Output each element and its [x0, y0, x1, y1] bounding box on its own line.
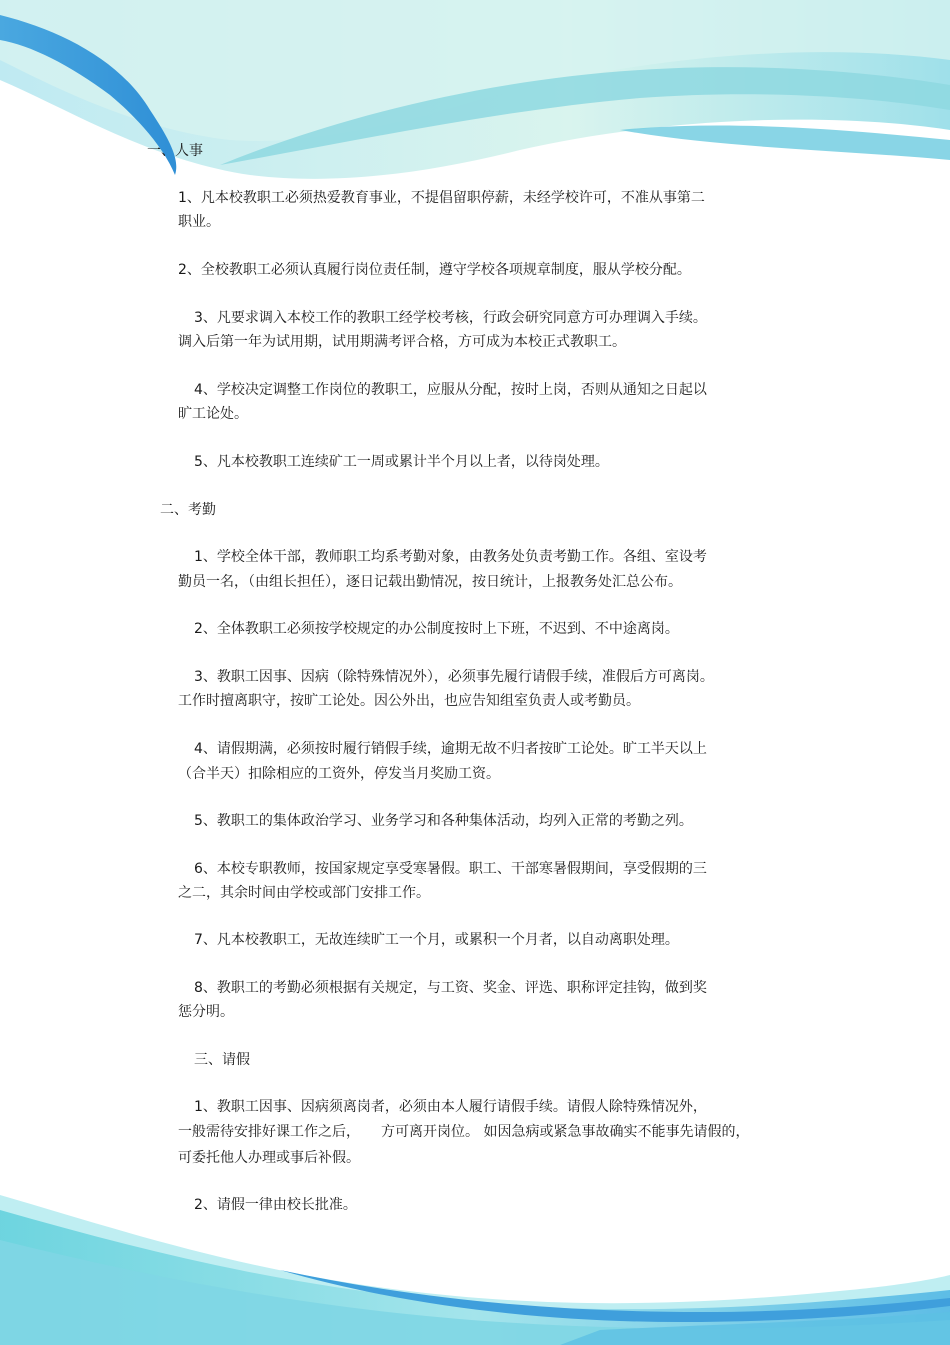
paragraph-line: 1、学校全体干部，教师职工均系考勤对象，由教务处负责考勤工作。各组、室设考: [194, 549, 707, 565]
paragraph-line: 之二，其余时间由学校或部门安排工作。: [178, 885, 430, 901]
paragraph-line: 调入后第一年为试用期，试用期满考评合格，方可成为本校正式教职工。: [178, 334, 626, 350]
paragraph-line: 5、教职工的集体政治学习、业务学习和各种集体活动，均列入正常的考勤之列。: [194, 813, 693, 829]
paragraph-line: 8、教职工的考勤必须根据有关规定，与工资、奖金、评选、职称评定挂钩，做到奖: [194, 980, 707, 996]
paragraph-line: 2、全校教职工必须认真履行岗位责任制，遵守学校各项规章制度，服从学校分配。: [178, 262, 691, 278]
section-heading-personnel: 一、人事: [147, 143, 203, 159]
paragraph-line: 旷工论处。: [178, 406, 248, 422]
paragraph-line: 一般需待安排好课工作之后， 方可离开岗位。 如因急病或紧急事故确实不能事先请假的，: [178, 1124, 750, 1140]
paragraph-line: 惩分明。: [178, 1004, 234, 1020]
paragraph-line: （合半天）扣除相应的工资外，停发当月奖励工资。: [178, 766, 500, 782]
paragraph-line: 1、凡本校教职工必须热爱教育事业，不提倡留职停薪，未经学校许可，不准从事第二: [178, 190, 705, 206]
paragraph-line: 2、请假一律由校长批准。: [194, 1197, 357, 1213]
paragraph-line: 3、凡要求调入本校工作的教职工经学校考核，行政会研究同意方可办理调入手续。: [194, 310, 707, 326]
paragraph-line: 职业。: [178, 214, 220, 230]
paragraph-line: 可委托他人办理或事后补假。: [178, 1150, 360, 1166]
paragraph-line: 工作时擅离职守，按旷工论处。因公外出，也应告知组室负责人或考勤员。: [178, 693, 640, 709]
paragraph-line: 6、本校专职教师，按国家规定享受寒暑假。职工、干部寒暑假期间，享受假期的三: [194, 861, 707, 877]
paragraph-line: 勤员一名，（由组长担任），逐日记载出勤情况，按日统计，上报教务处汇总公布。: [178, 574, 682, 590]
paragraph-line: 4、请假期满，必须按时履行销假手续，逾期无故不归者按旷工论处。旷工半天以上: [194, 741, 707, 757]
paragraph-line: 7、凡本校教职工，无故连续旷工一个月，或累积一个月者，以自动离职处理。: [194, 932, 679, 948]
paragraph-line: 3、教职工因事、因病（除特殊情况外），必须事先履行请假手续，准假后方可离岗。: [194, 669, 714, 685]
section-heading-attendance: 二、考勤: [160, 502, 216, 518]
paragraph-line: 1、教职工因事、因病须离岗者，必须由本人履行请假手续。请假人除特殊情况外，: [194, 1099, 707, 1115]
paragraph-line: 4、学校决定调整工作岗位的教职工，应服从分配，按时上岗，否则从通知之日起以: [194, 382, 707, 398]
paragraph-line: 2、全体教职工必须按学校规定的办公制度按时上下班，不迟到、不中途离岗。: [194, 621, 679, 637]
section-heading-leave: 三、请假: [194, 1052, 250, 1068]
paragraph-line: 5、凡本校教职工连续矿工一周或累计半个月以上者，以待岗处理。: [194, 454, 609, 470]
